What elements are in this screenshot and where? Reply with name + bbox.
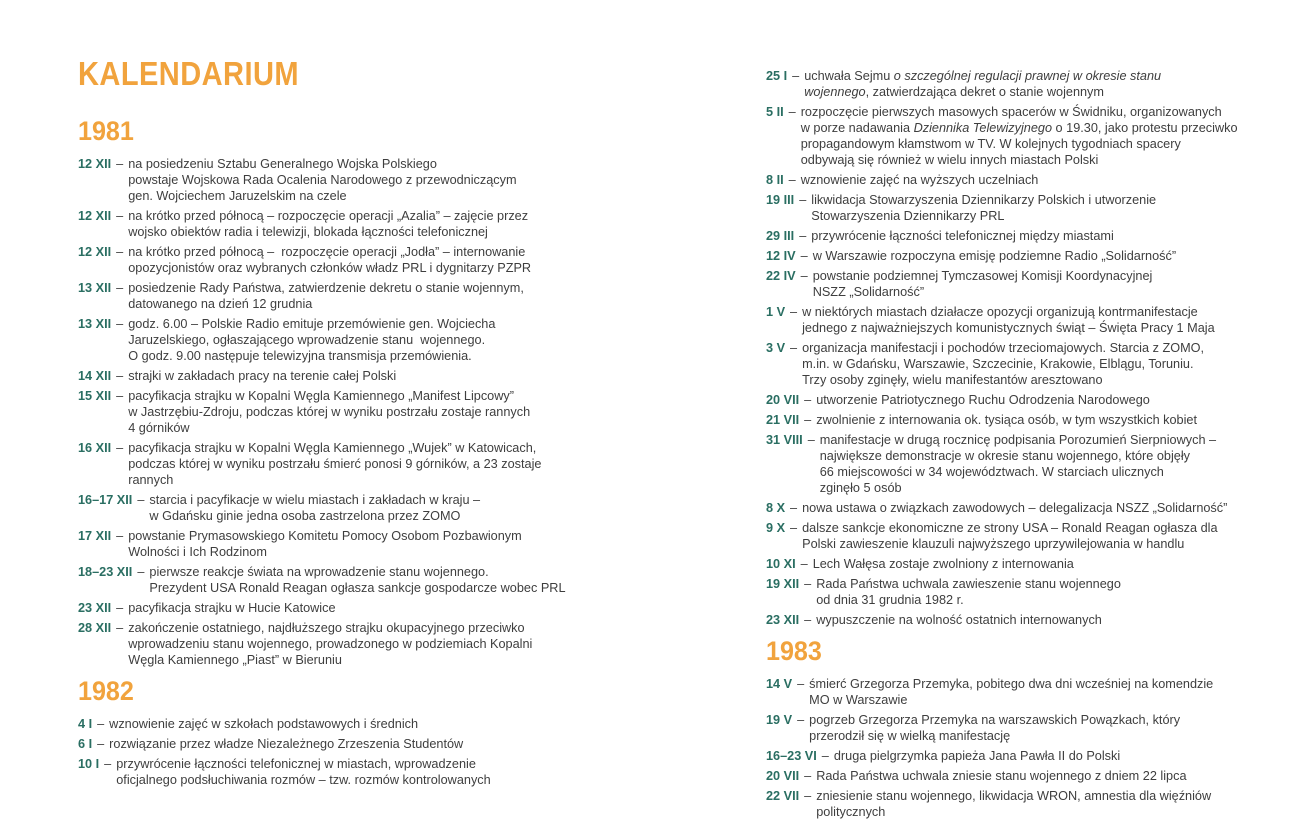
entry-text: w niektórych miastach działacze opozycji organizują kontrmanifestacje jednego z najważniejszych komunistycznych świąt – Święta Pracy 1 Maja: [802, 305, 1215, 335]
entry-date: 1 V: [766, 305, 786, 319]
entry-date: 31 VIII: [766, 433, 803, 447]
entry-date: 16 XII: [78, 441, 112, 455]
calendar-entry: [78, 756, 663, 788]
entry-date: 23 XII: [766, 613, 800, 627]
entry-date: 5 II: [766, 105, 784, 119]
entry-date: 19 XII: [766, 577, 800, 591]
entry-text: zwolnienie z internowania ok. tysiąca osób, w tym wszystkich kobiet: [816, 413, 1198, 427]
calendar-entry: [78, 600, 663, 616]
entry-dash: –: [97, 737, 105, 751]
entry-text: strajki w zakładach pracy na terenie całej Polski: [128, 369, 397, 383]
entry-date: 21 VII: [766, 413, 800, 427]
entry-date: 10 I: [78, 757, 100, 771]
calendar-entry: [766, 412, 1309, 428]
entry-date: 12 XII: [78, 209, 112, 223]
entry-dash: –: [799, 193, 807, 207]
entry-date: 19 V: [766, 713, 793, 727]
entry-text: wypuszczenie na wolność ostatnich internowanych: [816, 613, 1102, 627]
calendar-entry: [78, 208, 663, 240]
entry-dash: –: [137, 493, 145, 507]
entry-dash: –: [800, 269, 808, 283]
entry-dash: –: [790, 305, 798, 319]
entry-text: rozwiązanie przez władze Niezależnego Zrzeszenia Studentów: [109, 737, 464, 751]
entry-dash: –: [788, 105, 796, 119]
entry-dash: –: [804, 577, 812, 591]
calendar-entry: [766, 248, 1309, 264]
entry-dash: –: [804, 613, 812, 627]
entry-date: 20 VII: [766, 769, 800, 783]
column-right: [766, 68, 1309, 824]
column-left: [78, 57, 663, 792]
entry-dash: –: [821, 749, 829, 763]
entry-date: 20 VII: [766, 393, 800, 407]
year-heading-1981: 1981: [78, 116, 134, 146]
entry-text: na krótko przed północą – rozpoczęcie operacji „Jodła” – internowanie opozycjonistów oraz wybranych członków władz PRL i dygnitarzy PZPR: [128, 245, 532, 275]
calendar-entry: [78, 244, 663, 276]
calendar-entry: [78, 368, 663, 384]
calendar-entry: [766, 612, 1309, 628]
entry-text: pacyfikacja strajku w Kopalni Węgla Kamiennego „Manifest Lipcowy” w Jastrzębiu-Zdroju, podczas której w wyniku postrzału zostaje rannych 4 górników: [128, 389, 531, 435]
entry-text: pogrzeb Grzegorza Przemyka na warszawskich Powązkach, który przerodził się w wielką manifestację: [809, 713, 1181, 743]
entry-dash: –: [116, 601, 124, 615]
entry-date: 14 V: [766, 677, 793, 691]
entry-date: 12 XII: [78, 245, 112, 259]
entry-text: Rada Państwa uchwala zniesie stanu wojennego z dniem 22 lipca: [816, 769, 1187, 783]
entry-text: Rada Państwa uchwala zawieszenie stanu wojennego od dnia 31 grudnia 1982 r.: [816, 577, 1121, 607]
entry-date: 12 IV: [766, 249, 796, 263]
calendar-entry: [766, 576, 1309, 608]
entry-text: przywrócenie łączności telefonicznej między miastami: [811, 229, 1114, 243]
entry-date: 16–17 XII: [78, 493, 133, 507]
entry-date: 22 VII: [766, 789, 800, 803]
entry-text: pacyfikacja strajku w Hucie Katowice: [128, 601, 336, 615]
calendar-entry: [766, 392, 1309, 408]
entry-text: zakończenie ostatniego, najdłuższego strajku okupacyjnego przeciwko wprowadzeniu stanu wojennego, prowadzonego w podziemiach Kopalni Węgla Kamiennego „Piast” w Bieruniu: [128, 621, 533, 667]
calendar-entry: [78, 280, 663, 312]
entry-dash: –: [797, 677, 805, 691]
entry-dash: –: [804, 413, 812, 427]
entry-text: utworzenie Patriotycznego Ruchu Odrodzenia Narodowego: [816, 393, 1150, 407]
entry-text: powstanie podziemnej Tymczasowej Komisji Koordynacyjnej NSZZ „Solidarność”: [812, 269, 1153, 299]
calendar-entry: [78, 156, 663, 204]
entry-text: śmierć Grzegorza Przemyka, pobitego dwa dni wcześniej na komendzie MO w Warszawie: [809, 677, 1214, 707]
entry-date: 25 I: [766, 69, 788, 83]
entry-dash: –: [116, 317, 124, 331]
entry-dash: –: [799, 229, 807, 243]
entry-text: manifestacje w drugą rocznicę podpisania Porozumień Sierpniowych – największe demonstracje w okresie stanu wojennego, które objęły 66 miejscowości w 34 województwach. W starciach ulicznych zginęło 5 osób: [819, 433, 1217, 495]
entry-text: rozpoczęcie pierwszych masowych spacerów w Świdniku, organizowanych w porze nadawania Dziennika Telewizyjnego o 19.30, jako protestu przeciwko propagandowym kłamstwom w TV. W kolejnych tygodniach spacery odbywają się również w wielu innych miastach Polski: [800, 105, 1238, 167]
entry-date: 23 XII: [78, 601, 112, 615]
calendar-entry: [766, 68, 1309, 100]
entry-text: na krótko przed północą – rozpoczęcie operacji „Azalia” – zajęcie przez wojsko obiektów radia i telewizji, blokada łączności telefonicznej: [128, 209, 529, 239]
entry-text: pierwsze reakcje świata na wprowadzenie stanu wojennego. Prezydent USA Ronald Reagan ogłasza sankcje gospodarcze wobec PRL: [149, 565, 566, 595]
entry-dash: –: [116, 369, 124, 383]
entry-dash: –: [800, 557, 808, 571]
entry-text: wznowienie zajęć w szkołach podstawowych i średnich: [109, 717, 419, 731]
calendar-entry: [78, 528, 663, 560]
entry-date: 16–23 VI: [766, 749, 817, 763]
calendar-entry: [766, 500, 1309, 516]
entry-dash: –: [116, 245, 124, 259]
entry-dash: –: [116, 621, 124, 635]
entry-dash: –: [797, 713, 805, 727]
entry-dash: –: [116, 157, 124, 171]
calendar-entry: [766, 556, 1309, 572]
entry-date: 8 II: [766, 173, 784, 187]
calendar-entry: [766, 172, 1309, 188]
entry-dash: –: [807, 433, 815, 447]
entry-date: 18–23 XII: [78, 565, 133, 579]
entry-date: 3 V: [766, 341, 786, 355]
entry-dash: –: [116, 441, 124, 455]
entry-date: 29 III: [766, 229, 795, 243]
entry-dash: –: [116, 281, 124, 295]
entry-date: 9 X: [766, 521, 786, 535]
entry-dash: –: [790, 521, 798, 535]
entry-dash: –: [104, 757, 112, 771]
entry-dash: –: [116, 209, 124, 223]
entry-dash: –: [790, 341, 798, 355]
calendar-entry: [766, 788, 1309, 820]
entry-date: 19 III: [766, 193, 795, 207]
calendar-entry: [766, 432, 1309, 496]
entry-text: pacyfikacja strajku w Kopalni Węgla Kamiennego „Wujek” w Katowicach, podczas której w wyniku postrzału śmierć ponosi 9 górników, a 23 zostaje rannych: [128, 441, 542, 487]
year-heading-1982: 1982: [78, 676, 134, 706]
entry-date: 22 IV: [766, 269, 796, 283]
italic-text: Dziennika Telewizyjnego: [913, 121, 1053, 135]
entry-dash: –: [137, 565, 145, 579]
entry-dash: –: [800, 249, 808, 263]
entry-text: na posiedzeniu Sztabu Generalnego Wojska Polskiego powstaje Wojskowa Rada Ocalenia Narodowego z przewodniczącym gen. Wojciechem Jaruzelskim na czele: [128, 157, 517, 203]
calendar-entry: [766, 676, 1309, 708]
calendar-entry: [766, 192, 1309, 224]
entry-dash: –: [116, 389, 124, 403]
entry-date: 15 XII: [78, 389, 112, 403]
calendar-entry: [78, 564, 663, 596]
calendar-entry: [78, 440, 663, 488]
entry-text: uchwała Sejmu o szczególnej regulacji prawnej w okresie stanu wojennego, zatwierdzająca dekret o stanie wojennym: [804, 69, 1162, 99]
calendar-entry: [78, 716, 663, 732]
entry-date: 8 X: [766, 501, 786, 515]
entry-text: w Warszawie rozpoczyna emisję podziemne Radio „Solidarność”: [812, 249, 1177, 263]
italic-text: wojennego: [804, 85, 866, 99]
calendar-entry: [766, 228, 1309, 244]
entry-date: 13 XII: [78, 317, 112, 331]
entry-date: 14 XII: [78, 369, 112, 383]
entry-date: 6 I: [78, 737, 93, 751]
entry-text: likwidacja Stowarzyszenia Dziennikarzy Polskich i utworzenie Stowarzyszenia Dziennikarzy PRL: [811, 193, 1157, 223]
entry-text: zniesienie stanu wojennego, likwidacja WRON, amnestia dla więźniów politycznych: [816, 789, 1212, 819]
entry-text: powstanie Prymasowskiego Komitetu Pomocy Osobom Pozbawionym Wolności i Ich Rodzinom: [128, 529, 522, 559]
entry-date: 4 I: [78, 717, 93, 731]
entry-text: organizacja manifestacji i pochodów trzeciomajowych. Starcia z ZOMO, m.in. w Gdańsku, Warszawie, Szczecinie, Krakowie, Elblągu, Toruniu. Trzy osoby zginęły, wielu manifestantów aresztowano: [802, 341, 1205, 387]
entry-text: godz. 6.00 – Polskie Radio emituje przemówienie gen. Wojciecha Jaruzelskiego, ogłaszającego wprowadzenie stanu wojennego. O godz. 9.00 następuje telewizyjna transmisja przemówienia.: [128, 317, 496, 363]
calendar-entry: [766, 340, 1309, 388]
calendar-entry: [766, 268, 1309, 300]
entry-dash: –: [804, 393, 812, 407]
entry-dash: –: [804, 789, 812, 803]
italic-text: o szczególnej regulacji prawnej w okresie stanu: [893, 69, 1162, 83]
calendar-entry: [78, 316, 663, 364]
entry-date: 17 XII: [78, 529, 112, 543]
entry-date: 13 XII: [78, 281, 112, 295]
calendar-entry: [766, 520, 1309, 552]
entry-text: nowa ustawa o związkach zawodowych – delegalizacja NSZZ „Solidarność”: [802, 501, 1228, 515]
entry-text: posiedzenie Rady Państwa, zatwierdzenie dekretu o stanie wojennym, datowanego na dzień 12 grudnia: [128, 281, 524, 311]
entry-text: starcia i pacyfikacje w wielu miastach i zakładach w kraju – w Gdańsku ginie jedna osoba zastrzelona przez ZOMO: [149, 493, 481, 523]
entry-text: wznowienie zajęć na wyższych uczelniach: [800, 173, 1039, 187]
page-title: KALENDARIUM: [78, 55, 300, 92]
entry-date: 12 XII: [78, 157, 112, 171]
entry-dash: –: [97, 717, 105, 731]
year-heading-1983: 1983: [766, 636, 822, 666]
calendar-entry: [766, 104, 1309, 168]
calendar-entry: [78, 620, 663, 668]
entry-text: dalsze sankcje ekonomiczne ze strony USA – Ronald Reagan ogłasza dla Polski zawieszenie klauzuli najwyższego uprzywilejowania w handlu: [802, 521, 1218, 551]
calendar-entry: [78, 736, 663, 752]
entry-text: Lech Wałęsa zostaje zwolniony z internowania: [812, 557, 1074, 571]
entry-dash: –: [116, 529, 124, 543]
entry-dash: –: [792, 69, 800, 83]
calendar-entry: [766, 768, 1309, 784]
entry-text: druga pielgrzymka papieża Jana Pawła II do Polski: [833, 749, 1121, 763]
entry-dash: –: [790, 501, 798, 515]
entry-date: 28 XII: [78, 621, 112, 635]
entry-dash: –: [788, 173, 796, 187]
calendar-entry: [766, 748, 1309, 764]
entry-text: przywrócenie łączności telefonicznej w miastach, wprowadzenie oficjalnego podsłuchiwania rozmów – tzw. rozmów kontrolowanych: [116, 757, 491, 787]
entry-dash: –: [804, 769, 812, 783]
calendar-entry: [766, 712, 1309, 744]
entry-date: 10 XI: [766, 557, 796, 571]
calendar-entry: [78, 492, 663, 524]
calendar-entry: [78, 388, 663, 436]
calendar-entry: [766, 304, 1309, 336]
